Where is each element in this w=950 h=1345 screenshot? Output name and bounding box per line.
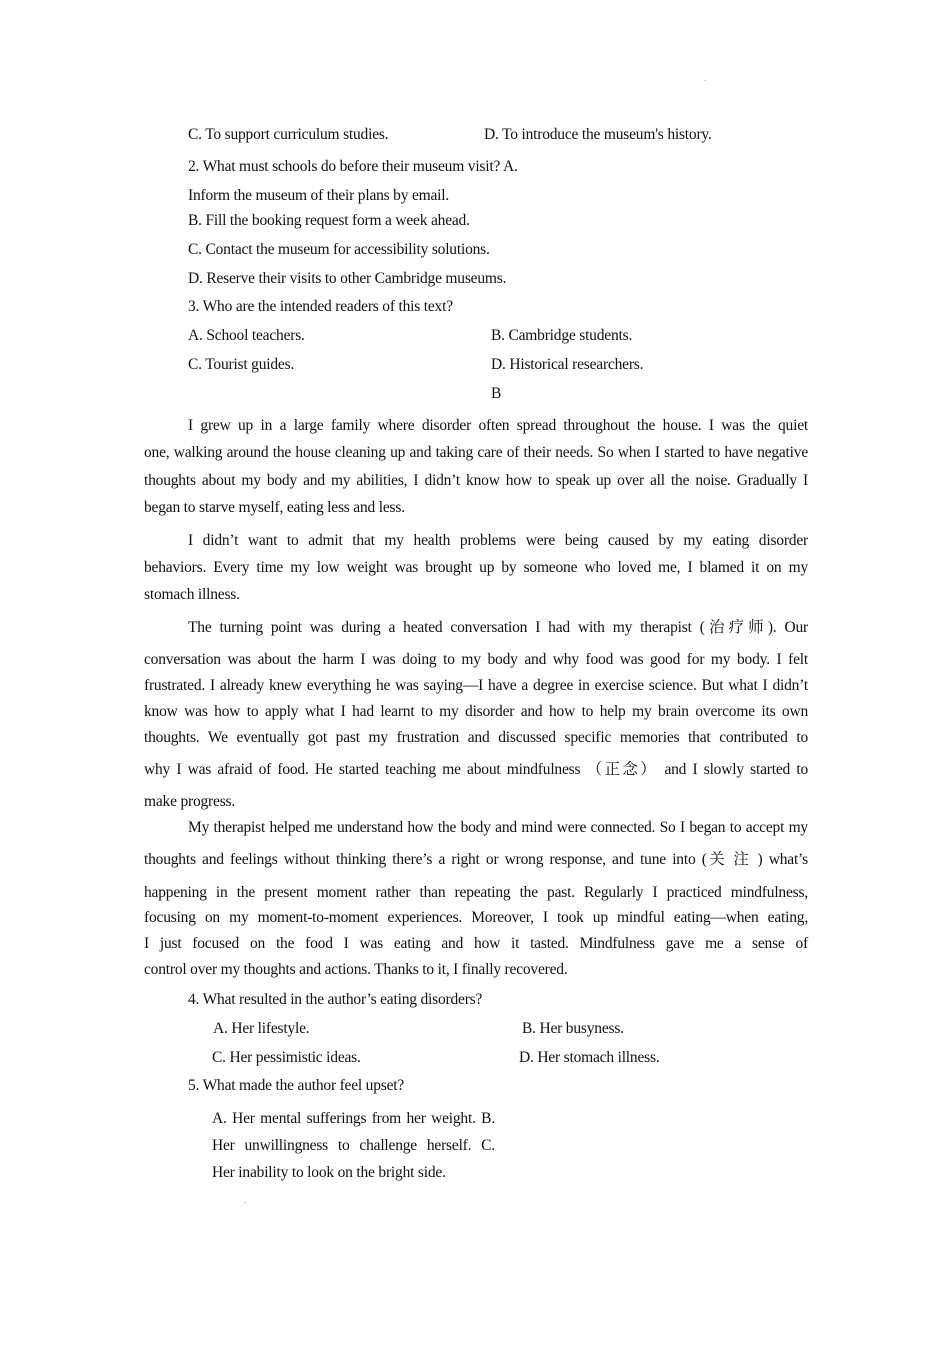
scan-speck: . — [704, 74, 706, 83]
passage-line: make progress. — [144, 793, 236, 810]
passage-line: why I was afraid of food. He started teaching me about mindfulness （正念） and I slowly started to — [144, 761, 808, 778]
passage-line: The turning point was during a heated conversation I had with my therapist (治疗师). Our — [188, 619, 808, 636]
q4-option-a: A. Her lifestyle. — [213, 1020, 310, 1037]
passage-line: happening in the present moment rather than repeating the past. Regularly I practiced mindfulness, — [144, 884, 808, 901]
passage-line: behaviors. Every time my low weight was brought up by someone who loved me, I blamed it on my — [144, 559, 808, 576]
scan-speck: . — [244, 1196, 246, 1205]
q3-stem: 3. Who are the intended readers of this text? — [188, 298, 453, 315]
passage-line: I grew up in a large family where disorder often spread throughout the house. I was the quiet — [188, 417, 808, 434]
q4-option-b: B. Her busyness. — [522, 1020, 624, 1037]
q2-option-a: Inform the museum of their plans by email. — [188, 187, 450, 204]
passage-line: stomach illness. — [144, 586, 240, 603]
passage-line: thoughts about my body and my abilities, I didn’t know how to speak up over all the noise. Gradually I — [144, 472, 808, 489]
q5-option-line: A. Her mental sufferings from her weight. B. — [212, 1110, 495, 1127]
passage-line: thoughts. We eventually got past my frustration and discussed specific memories that contributed to — [144, 729, 808, 746]
q5-stem: 5. What made the author feel upset? — [188, 1077, 405, 1094]
q5-option-line: Her unwillingness to challenge herself. C. — [212, 1137, 495, 1154]
passage-line: one, walking around the house cleaning up and taking care of their needs. So when I started to have negative — [144, 444, 808, 461]
q4-option-d: D. Her stomach illness. — [519, 1049, 660, 1066]
passage-line: frustrated. I already knew everything he was saying—I have a degree in exercise science. But what I didn’t — [144, 677, 808, 694]
q1-option-c: C. To support curriculum studies. — [188, 126, 389, 143]
passage-line: control over my thoughts and actions. Thanks to it, I finally recovered. — [144, 961, 568, 978]
q3-option-a: A. School teachers. — [188, 327, 305, 344]
passage-line: know was how to apply what I had learnt to my disorder and how to help my brain overcome its own — [144, 703, 808, 720]
q2-option-c: C. Contact the museum for accessibility solutions. — [188, 241, 490, 258]
q2-option-d: D. Reserve their visits to other Cambridge museums. — [188, 270, 507, 287]
passage-line: focusing on my moment-to-moment experiences. Moreover, I took up mindful eating—when eating, — [144, 909, 808, 926]
passage-line: I just focused on the food I was eating and how it tasted. Mindfulness gave me a sense of — [144, 935, 808, 952]
q3-option-b: B. Cambridge students. — [491, 327, 633, 344]
q2-option-b: B. Fill the booking request form a week ahead. — [188, 212, 470, 229]
section-b-label: B — [491, 385, 502, 402]
q4-stem: 4. What resulted in the author’s eating disorders? — [188, 991, 483, 1008]
passage-line: conversation was about the harm I was doing to my body and why food was good for my body. I felt — [144, 651, 808, 668]
q3-option-c: C. Tourist guides. — [188, 356, 295, 373]
passage-line: My therapist helped me understand how the body and mind were connected. So I began to accept my — [188, 819, 808, 836]
q4-option-c: C. Her pessimistic ideas. — [212, 1049, 361, 1066]
passage-line: thoughts and feelings without thinking there’s a right or wrong response, and tune into (关 注 ) what’s — [144, 851, 808, 868]
q1-option-d: D. To introduce the museum's history. — [484, 126, 712, 143]
passage-line: began to starve myself, eating less and less. — [144, 499, 405, 516]
q3-option-d: D. Historical researchers. — [491, 356, 644, 373]
passage-line: I didn’t want to admit that my health problems were being caused by my eating disorder — [188, 532, 808, 549]
q2-stem: 2. What must schools do before their museum visit? A. — [188, 158, 518, 175]
q5-option-line: Her inability to look on the bright side. — [212, 1164, 446, 1181]
